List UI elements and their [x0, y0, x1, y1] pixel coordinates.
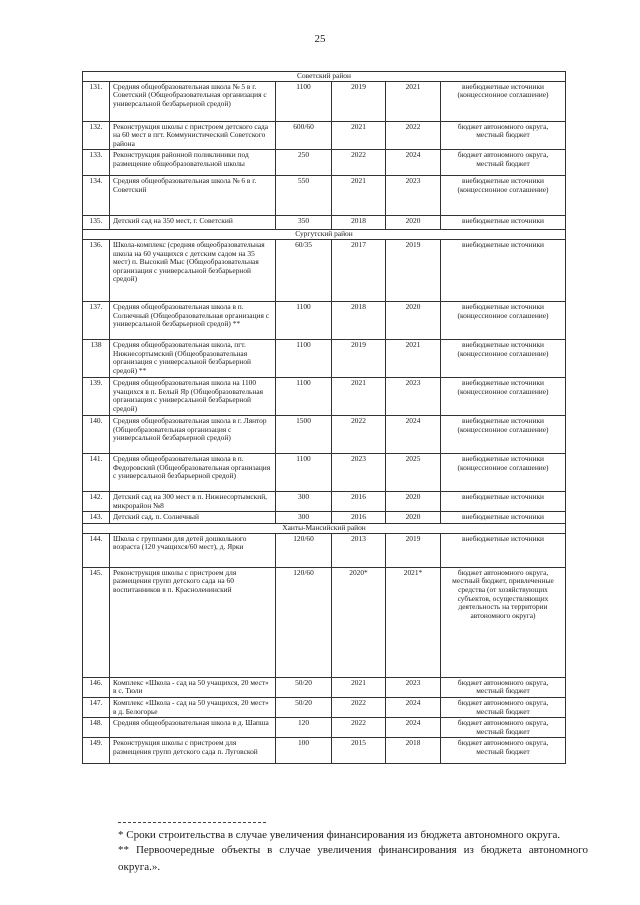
end-year: 2020 — [386, 216, 441, 230]
end-year: 2021* — [386, 567, 441, 677]
end-year: 2024 — [386, 415, 441, 453]
object-name: Средняя общеобразовательная школа в д. Шапша — [110, 718, 276, 738]
capacity: 50/20 — [276, 697, 332, 717]
capacity: 120/60 — [276, 533, 332, 567]
capacity: 120 — [276, 718, 332, 738]
capacity: 600/60 — [276, 121, 332, 150]
object-name: Комплекс «Школа - сад на 50 учащихся, 20 мест» в с. Тюли — [110, 677, 276, 697]
object-name: Детский сад, п. Солнечный — [110, 512, 276, 524]
table-row — [83, 567, 566, 677]
row-number: 142. — [83, 491, 110, 511]
footnote-divider — [118, 822, 266, 823]
funding-source: внебюджетные источники — [441, 216, 566, 230]
object-name: Средняя общеобразовательная школа, пгт. Нижнесортымский (Общеобразовательная организация с универсальной безбарьерной средой) ** — [110, 339, 276, 377]
table-row — [83, 239, 566, 301]
object-name: Реконструкция районной поликлиники под размещение общеобразовательной школы — [110, 150, 276, 176]
row-number: 131. — [83, 81, 110, 121]
table-row — [83, 339, 566, 377]
capacity: 1100 — [276, 377, 332, 415]
capacity: 1100 — [276, 301, 332, 339]
end-year: 2024 — [386, 697, 441, 717]
row-number: 145. — [83, 567, 110, 677]
object-name: Средняя общеобразовательная школа в п. Солнечный (Общеобразовательная организация с универсальной безбарьерной средой) ** — [110, 301, 276, 339]
table-row — [83, 216, 566, 230]
end-year: 2024 — [386, 150, 441, 176]
district-header-row — [83, 524, 566, 534]
district-title: Ханты-Мансийский район — [83, 524, 566, 534]
table-row — [83, 301, 566, 339]
capacity: 1100 — [276, 339, 332, 377]
start-year: 2022 — [332, 415, 386, 453]
row-number: 146. — [83, 677, 110, 697]
funding-source: внебюджетные источники — [441, 533, 566, 567]
table-body — [83, 72, 566, 764]
footnote-double-star-continuation: округа.». — [118, 861, 161, 873]
start-year: 2019 — [332, 81, 386, 121]
table-row — [83, 377, 566, 415]
start-year: 2021 — [332, 677, 386, 697]
start-year: 2021 — [332, 121, 386, 150]
end-year: 2023 — [386, 377, 441, 415]
end-year: 2025 — [386, 453, 441, 491]
funding-source: внебюджетные источники (концессионное соглашение) — [441, 301, 566, 339]
end-year: 2023 — [386, 176, 441, 216]
capacity: 1100 — [276, 453, 332, 491]
funding-source: внебюджетные источники (концессионное соглашение) — [441, 377, 566, 415]
start-year: 2016 — [332, 491, 386, 511]
table-row — [83, 533, 566, 567]
capacity: 300 — [276, 512, 332, 524]
start-year: 2017 — [332, 239, 386, 301]
funding-source: бюджет автономного округа, местный бюджет, привлеченные средства (от хозяйствующих субъектов, осуществляющих деятельность на территории автономного округа) — [441, 567, 566, 677]
table-row — [83, 81, 566, 121]
funding-source: внебюджетные источники (концессионное соглашение) — [441, 81, 566, 121]
row-number: 139. — [83, 377, 110, 415]
row-number: 149. — [83, 738, 110, 764]
object-name: Средняя общеобразовательная школа на 1100 учащихся в п. Белый Яр (Общеобразовательная организация с универсальной безбарьерной средой) — [110, 377, 276, 415]
table-row — [83, 491, 566, 511]
footnote-single-star: * Сроки строительства в случае увеличения финансирования из бюджета автономного округа. — [118, 829, 561, 841]
table-row — [83, 415, 566, 453]
row-number: 132. — [83, 121, 110, 150]
object-name: Реконструкция школы с пристроем для размещения групп детского сада на 60 воспитанников в п. Красноленинский — [110, 567, 276, 677]
start-year: 2023 — [332, 453, 386, 491]
object-name: Реконструкция школы с пристроем детского сада на 60 мест в пгт. Коммунистический Советского района — [110, 121, 276, 150]
start-year: 2018 — [332, 301, 386, 339]
end-year: 2020 — [386, 301, 441, 339]
object-name: Комплекс «Школа - сад на 50 учащихся, 20 мест» в д. Белогорье — [110, 697, 276, 717]
row-number: 141. — [83, 453, 110, 491]
capacity: 1500 — [276, 415, 332, 453]
capacity: 550 — [276, 176, 332, 216]
start-year: 2013 — [332, 533, 386, 567]
table-row — [83, 176, 566, 216]
start-year: 2021 — [332, 176, 386, 216]
end-year: 2019 — [386, 239, 441, 301]
funding-source: внебюджетные источники (концессионное соглашение) — [441, 176, 566, 216]
table-row — [83, 453, 566, 491]
capacity: 250 — [276, 150, 332, 176]
end-year: 2019 — [386, 533, 441, 567]
row-number: 143. — [83, 512, 110, 524]
table-row — [83, 697, 566, 717]
row-number: 136. — [83, 239, 110, 301]
capacity: 350 — [276, 216, 332, 230]
end-year: 2018 — [386, 738, 441, 764]
end-year: 2021 — [386, 339, 441, 377]
funding-source: внебюджетные источники — [441, 239, 566, 301]
object-name: Реконструкция школы с пристроем для размещения групп детского сада п. Луговской — [110, 738, 276, 764]
row-number: 144. — [83, 533, 110, 567]
district-title: Советский район — [83, 72, 566, 82]
objects-table — [82, 71, 566, 764]
capacity: 50/20 — [276, 677, 332, 697]
funding-source: внебюджетные источники — [441, 491, 566, 511]
footnote-double-star: ** Первоочередные объекты в случае увеличения финансирования из бюджета автономного — [118, 844, 588, 856]
object-name: Средняя общеобразовательная школа в п. Федоровский (Общеобразовательная организация с универсальной безбарьерной средой) — [110, 453, 276, 491]
table-row — [83, 677, 566, 697]
start-year: 2022 — [332, 718, 386, 738]
object-name: Детский сад на 350 мест, г. Советский — [110, 216, 276, 230]
start-year: 2020* — [332, 567, 386, 677]
object-name: Средняя общеобразовательная школа № 6 в г. Советский — [110, 176, 276, 216]
end-year: 2021 — [386, 81, 441, 121]
start-year: 2016 — [332, 512, 386, 524]
end-year: 2020 — [386, 512, 441, 524]
row-number: 138 — [83, 339, 110, 377]
start-year: 2021 — [332, 377, 386, 415]
funding-source: внебюджетные источники (концессионное соглашение) — [441, 339, 566, 377]
funding-source: внебюджетные источники (концессионное соглашение) — [441, 415, 566, 453]
funding-source: внебюджетные источники (концессионное соглашение) — [441, 453, 566, 491]
page-number: 25 — [314, 33, 326, 45]
end-year: 2023 — [386, 677, 441, 697]
funding-source: бюджет автономного округа, местный бюджет — [441, 738, 566, 764]
funding-source: бюджет автономного округа, местный бюджет — [441, 150, 566, 176]
end-year: 2020 — [386, 491, 441, 511]
district-title: Сургутский район — [83, 230, 566, 240]
start-year: 2022 — [332, 697, 386, 717]
row-number: 147. — [83, 697, 110, 717]
object-name: Средняя общеобразовательная школа № 5 в г. Советский (Общеобразовательная организация с универсальной безбарьерной средой) — [110, 81, 276, 121]
table-row — [83, 718, 566, 738]
table-row — [83, 738, 566, 764]
capacity: 60/35 — [276, 239, 332, 301]
funding-source: бюджет автономного округа, местный бюджет — [441, 697, 566, 717]
funding-source: бюджет автономного округа, местный бюджет — [441, 677, 566, 697]
capacity: 120/60 — [276, 567, 332, 677]
object-name: Школа с группами для детей дошкольного возраста (120 учащихся/60 мест), д. Ярки — [110, 533, 276, 567]
row-number: 137. — [83, 301, 110, 339]
row-number: 135. — [83, 216, 110, 230]
row-number: 140. — [83, 415, 110, 453]
end-year: 2024 — [386, 718, 441, 738]
start-year: 2019 — [332, 339, 386, 377]
row-number: 134. — [83, 176, 110, 216]
capacity: 100 — [276, 738, 332, 764]
district-header-row — [83, 230, 566, 240]
row-number: 133. — [83, 150, 110, 176]
object-name: Детский сад на 300 мест в п. Нижнесортымский, микрорайон №8 — [110, 491, 276, 511]
table-row — [83, 150, 566, 176]
start-year: 2022 — [332, 150, 386, 176]
funding-source: внебюджетные источники — [441, 512, 566, 524]
funding-source: бюджет автономного округа, местный бюджет — [441, 121, 566, 150]
capacity: 1100 — [276, 81, 332, 121]
object-name: Средняя общеобразовательная школа в г. Лянтор (Общеобразовательная организация с универсальной безбарьерной средой) — [110, 415, 276, 453]
object-name: Школа-комплекс (средняя общеобразовательная школа на 60 учащихся с детским садом на 35 мест) п. Высокий Мыс (Общеобразовательная организация с универсальной безбарьерной средой) — [110, 239, 276, 301]
district-header-row — [83, 72, 566, 82]
table-row — [83, 121, 566, 150]
end-year: 2022 — [386, 121, 441, 150]
capacity: 300 — [276, 491, 332, 511]
table-row — [83, 512, 566, 524]
funding-source: бюджет автономного округа, местный бюджет — [441, 718, 566, 738]
start-year: 2018 — [332, 216, 386, 230]
start-year: 2015 — [332, 738, 386, 764]
row-number: 148. — [83, 718, 110, 738]
